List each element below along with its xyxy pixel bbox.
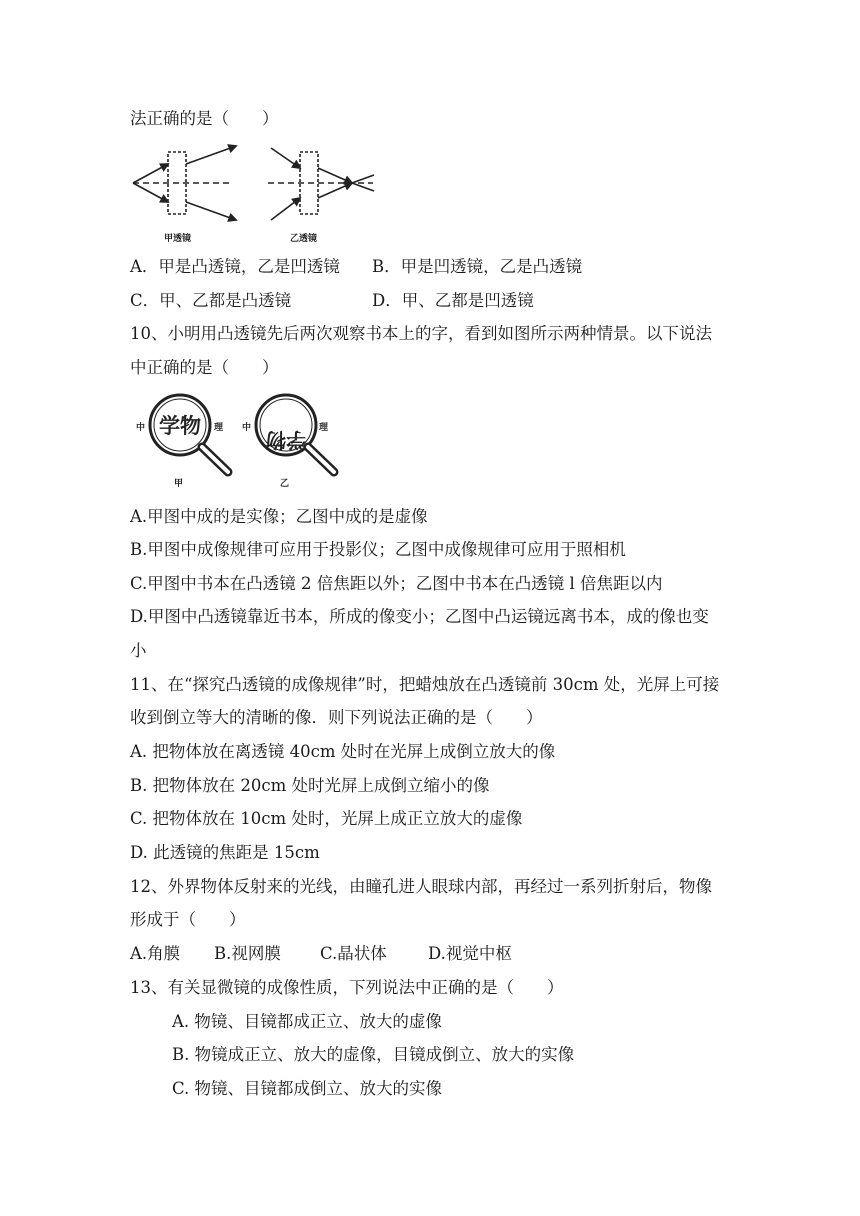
magnifier-a-right-char: 理 [214, 423, 224, 433]
lens-a-diagram [133, 146, 236, 220]
q9-option-d: D．甲、乙都是凹透镜 [372, 291, 534, 310]
q10-option-d: D.甲图中凸透镜靠近书本，所成的像变小；乙图中凸运镜远离书本，成的像也变 [130, 607, 709, 626]
magnifier-a-left-char: 中 [136, 423, 146, 433]
q12-option-a: A.角膜 [130, 944, 181, 963]
q11-option-c: C. 把物体放在 10cm 处时，光屏上成正立放大的虚像 [130, 809, 523, 828]
q10-option-b: B.甲图中成像规律可应用于投影仪；乙图中成像规律可应用于照相机 [130, 540, 626, 559]
q11-option-d: D. 此透镜的焦距是 15cm [130, 843, 320, 862]
q9-option-c: C．甲、乙都是凸透镜 [130, 291, 292, 310]
magnifier-a-big-text: 学物 [159, 414, 201, 438]
q10-option-a: A.甲图中成的是实像；乙图中成的是虚像 [130, 507, 428, 526]
q12-stem-line1: 12、外界物体反射来的光线，由瞳孔进人眼球内部，再经过一系列折射后，物像 [130, 877, 712, 896]
q13-option-c: C. 物镜、目镜都成倒立、放大的实像 [172, 1079, 443, 1098]
q9-option-a: A．甲是凸透镜，乙是凹透镜 [130, 257, 340, 276]
q11-option-a: A. 把物体放在离透镜 40cm 处时在光屏上成倒立放大的像 [130, 742, 556, 761]
q11-option-b: B. 把物体放在 20cm 处时光屏上成倒立缩小的像 [130, 776, 490, 795]
q13-stem: 13、有关显微镜的成像性质，下列说法中正确的是（ ） [130, 978, 564, 997]
q9-option-b: B．甲是凹透镜，乙是凸透镜 [372, 257, 583, 276]
magnifier-a-label: 甲 [174, 479, 184, 489]
magnifier-b-big-text: 学物 [266, 428, 306, 452]
q10-option-c: C.甲图中书本在凸透镜 2 倍焦距以外；乙图中书本在凸透镜 l 倍焦距以内 [130, 574, 663, 593]
magnifier-figure [128, 388, 348, 490]
q11-stem-line2: 收到倒立等大的清晰的像．则下列说法正确的是（ ） [130, 708, 543, 727]
magnifier-b-right-char: 理 [319, 423, 329, 433]
q10-stem-line1: 10、小明用凸透镜先后两次观察书本上的字，看到如图所示两种情景。以下说法 [130, 324, 712, 343]
magnifier-b [242, 395, 334, 489]
q12-stem-line2: 形成于（ ） [130, 910, 246, 929]
magnifier-b-label: 乙 [280, 479, 290, 489]
q12-option-d: D.视觉中枢 [428, 944, 512, 963]
magnifier-a [136, 395, 228, 489]
q11-stem-line1: 11、在“探究凸透镜的成像规律”时，把蜡烛放在凸透镜前 30cm 处，光屏上可接 [130, 675, 720, 694]
lens-b-label: 乙透镜 [290, 234, 318, 244]
q12-option-b: B.视网膜 [214, 944, 281, 963]
magnifier-b-left-char: 中 [242, 423, 252, 433]
q10-option-d-cont: 小 [130, 641, 147, 660]
q12-option-c: C.晶状体 [320, 944, 387, 963]
q9-stem-tail: 法正确的是（ ） [130, 109, 279, 128]
lens-diagram [128, 140, 388, 248]
q13-option-a: A. 物镜、目镜都成正立、放大的虚像 [172, 1012, 442, 1031]
lens-b-diagram [268, 148, 374, 220]
q13-option-b: B. 物镜成正立、放大的虚像，目镜成倒立、放大的实像 [172, 1045, 575, 1064]
q10-stem-line2: 中正确的是（ ） [130, 358, 279, 377]
lens-a-label: 甲透镜 [164, 234, 192, 244]
